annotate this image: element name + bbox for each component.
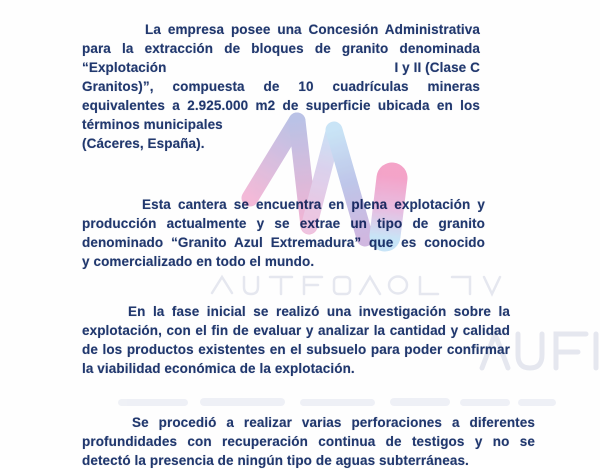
text-line: términos municipales (82, 117, 223, 132)
text-line: Se procedió a realizar varias perforaciones a diferentes (132, 415, 535, 430)
text-line: para la extracción de bloques de granito denominada (82, 41, 480, 56)
text-line: La empresa posee una Concesión Administrativa (145, 22, 480, 37)
paragraph-drilling (82, 413, 535, 470)
text-line: explotación, con el fin de evaluar y analizar la cantidad y calidad (82, 323, 510, 338)
text-line: de los productos existentes en el subsuelo para poder confirmar (82, 342, 510, 357)
text-line: detectó la presencia de ningún tipo de aguas subterráneas. (82, 453, 469, 468)
text-line: denominado “Granito Azul Extremadura” que es conocido (82, 235, 485, 250)
text-line: Granitos)”, compuesta de 10 cuadrículas mineras (82, 79, 480, 94)
paragraph-concession (82, 20, 480, 153)
text-line-redacted-gap (82, 58, 480, 77)
document-body (82, 20, 535, 470)
text-line: la viabilidad económica de la explotación. (82, 361, 355, 376)
text-line: equivalentes a 2.925.000 m2 de superficie ubicada en los (82, 98, 480, 113)
paragraph-quarry (82, 195, 485, 271)
text-segment: I y II (Clase C (394, 60, 480, 75)
text-line: y comercializado en todo el mundo. (82, 254, 315, 269)
text-segment: “Explotación (82, 60, 167, 75)
text-line: En la fase inicial se realizó una investigación sobre la (128, 304, 510, 319)
text-line: Esta cantera se encuentra en plena explotación y (142, 197, 485, 212)
text-line: (Cáceres, España). (82, 136, 205, 151)
text-line: producción actualmente y se extrae un tipo de granito (82, 216, 485, 231)
paragraph-investigation (82, 302, 510, 378)
text-line: profundidades con recuperación continua de testigos y no se (82, 434, 535, 449)
